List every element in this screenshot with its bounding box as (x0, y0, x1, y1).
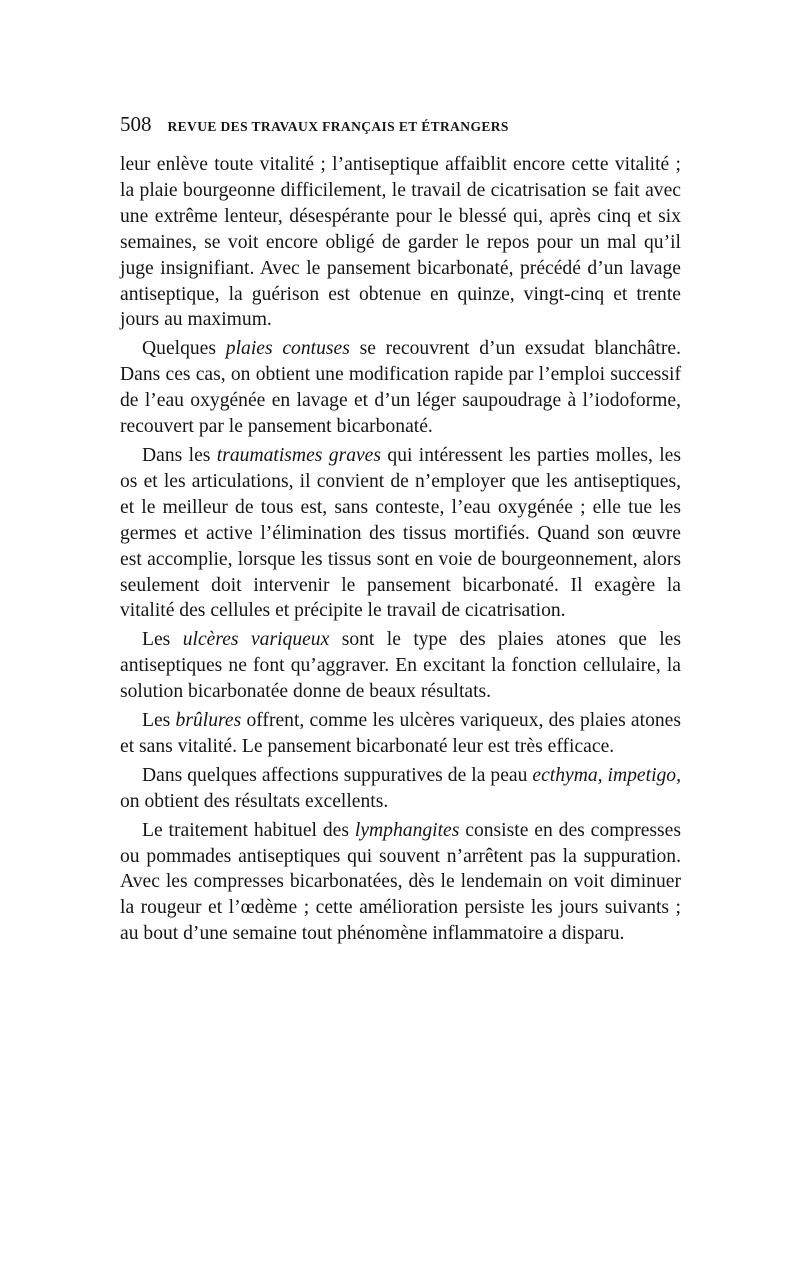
text-run: leur enlève toute vitalité ; l’antiseptique affaiblit encore cette vitalité ; la plaie bourgeonne difficilement, le travail de cicatrisation se fait avec une extrême lenteur, désespérante pour le blessé qui, après cinq et six semaines, se voit encore obligé de garder le repos pour un mal qu’il juge insignifiant. Avec le pansement bicarbonaté, précédé d’un lavage antiseptique, la guérison est obtenue en quinze, vingt-cinq et trente jours au maximum. (120, 154, 681, 331)
text-run: offrent, comme les ulcères variqueux, des plaies atones et sans vitalité. Le pansement bicarbonaté leur est très efficace. (120, 710, 681, 757)
running-title: REVUE DES TRAVAUX FRANÇAIS ET ÉTRANGERS (167, 119, 509, 134)
text-run: Quelques (142, 338, 226, 360)
paragraph (120, 336, 681, 440)
italic-term: traumatismes graves (216, 444, 382, 466)
body-text (120, 152, 681, 950)
paragraph (120, 763, 681, 815)
text-run: on obtient des résultats excellents. (120, 790, 389, 812)
paragraph (120, 152, 681, 333)
paragraph (120, 627, 681, 705)
paragraph (120, 708, 681, 760)
italic-term: plaies contuses (225, 338, 350, 360)
page-number: 508 (120, 112, 152, 136)
italic-term: ecthyma, impetigo, (532, 764, 682, 786)
paragraph (120, 818, 681, 948)
text-run: Dans les (142, 444, 217, 466)
text-run: Les (142, 710, 176, 732)
text-run: sont le type des plaies atones que les antiseptiques ne font qu’aggraver. En excitant la fonction cellulaire, la solution bicarbonatée donne de beaux résultats. (120, 629, 681, 703)
text-run: consiste en des compresses ou pommades antiseptiques qui souvent n’arrêtent pas la suppuration. Avec les compresses bicarbonatées, dès le lendemain on voit diminuer la rougeur et l’œdème ; cette amélioration persiste les jours suivants ; au bout d’une semaine tout phénomène inflammatoire a disparu. (120, 819, 681, 945)
text-run: qui intéressent les parties molles, les os et les articulations, il convient de n’employer que les antiseptiques, et le meilleur de tous est, sans conteste, l’eau oxygénée ; elle tue les germes et active l’élimination des tissus mortifiés. Quand son œuvre est accomplie, lorsque les tissus sont en voie de bourgeonnement, alors seulement doit intervenir le pansement bicarbonaté. Il exagère la vitalité des cellules et précipite le travail de cicatrisation. (120, 444, 682, 622)
running-header (120, 112, 680, 137)
text-run: Les (142, 629, 183, 651)
italic-term: lymphangites (354, 819, 460, 841)
paragraph (120, 443, 681, 624)
italic-term: ulcères variqueux (182, 629, 330, 651)
text-run: Le traitement habituel des (142, 819, 355, 841)
text-run: Dans quelques affections suppuratives de la peau (142, 764, 533, 786)
italic-term: brûlures (175, 710, 242, 732)
text-run: se recouvrent d’un exsudat blanchâtre. Dans ces cas, on obtient une modification rapide par l’emploi successif de l’eau oxygénée en lavage et d’un léger saupoudrage à l’iodoforme, recouvert par le pansement bicarbonaté. (120, 338, 681, 438)
